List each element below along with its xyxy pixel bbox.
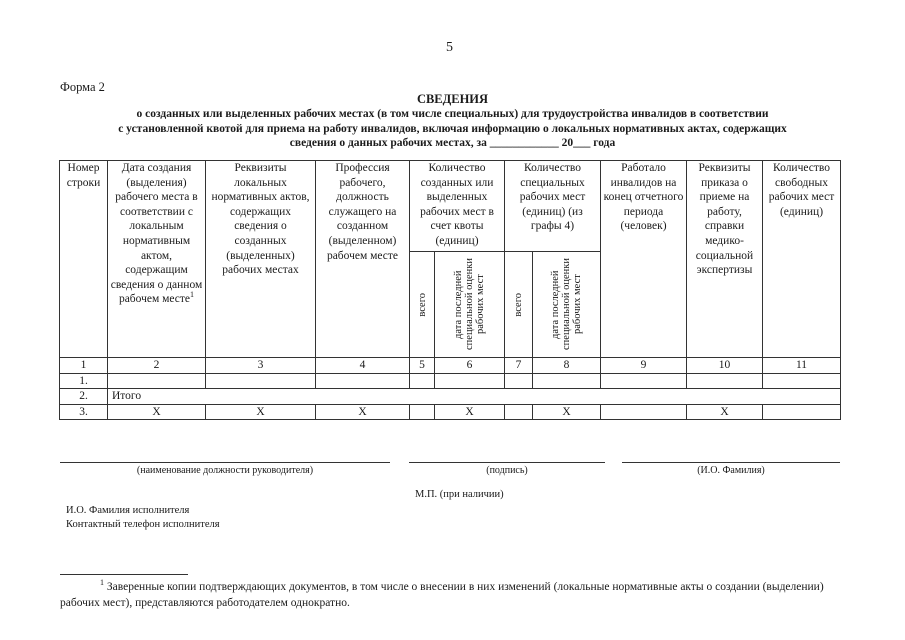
column-number: 4 (316, 358, 410, 374)
header-profession: Профессия рабочего, должность служащего на созданном (выделенном) рабочем месте (316, 161, 410, 358)
table-cell (601, 373, 687, 389)
footnote-marker: 1 (100, 578, 104, 588)
stamp-label: М.П. (при наличии) (415, 489, 504, 500)
column-number: 6 (435, 358, 505, 374)
column-number: 5 (410, 358, 435, 374)
table-cell (763, 404, 841, 420)
table-row-total (60, 389, 841, 405)
table-cell (435, 373, 505, 389)
header-row-1 (60, 161, 841, 252)
header-quota-total: всего (410, 252, 435, 358)
footnote-separator (60, 574, 188, 575)
name-caption: (И.О. Фамилия) (697, 465, 765, 476)
document-subtitle (60, 107, 845, 151)
column-number: 1 (60, 358, 108, 374)
header-special-group: Количество специальных рабочих мест (единиц) (из графы 4) (505, 161, 601, 252)
table-cell (108, 373, 206, 389)
column-number: 8 (533, 358, 601, 374)
subtitle-line-2: с установленной квотой для приема на работу инвалидов, включая информацию о локальных нормативных актах, содержащих (118, 122, 787, 135)
x-mark: X (435, 404, 505, 420)
footnote (60, 580, 850, 611)
signature-line (409, 462, 605, 463)
header-creation-date-text: Дата создания (выделения) рабочего места в соответствии с локальным нормативным актом, содержащим сведения о данном рабочем месте (110, 162, 203, 306)
column-number: 11 (763, 358, 841, 374)
form-label: Форма 2 (60, 80, 105, 94)
table-cell (206, 373, 316, 389)
subtitle-line-3: сведения о данных рабочих местах, за ____________ 20___ года (289, 137, 616, 149)
workplaces-table (59, 160, 841, 420)
subtitle-line-1: о созданных или выделенных рабочих местах (в том числе специальных) для трудоустройства инвалидов в соответствии (136, 108, 769, 120)
table-cell (410, 404, 435, 420)
table-cell (505, 404, 533, 420)
table-cell (687, 373, 763, 389)
signature-caption: (подпись) (486, 465, 528, 476)
table-row (60, 404, 841, 420)
footnote-text: Заверенные копии подтверждающих документов, в том числе о внесении в них изменений (локальные нормативные акты о создании (выделении) рабочих мест), представляются работодателем однократно. (60, 581, 824, 609)
column-number: 3 (206, 358, 316, 374)
row-number: 2. (60, 389, 108, 405)
x-mark: X (206, 404, 316, 420)
row-number: 1. (60, 373, 108, 389)
document-title: СВЕДЕНИЯ (416, 92, 489, 106)
column-number: 10 (687, 358, 763, 374)
executor-phone: Контактный телефон исполнителя (66, 519, 220, 530)
column-number: 2 (108, 358, 206, 374)
footnote-ref: 1 (190, 290, 195, 300)
header-order-details: Реквизиты приказа о приеме на работу, справки медико-социальной экспертизы (687, 161, 763, 358)
table-cell (410, 373, 435, 389)
header-row-number: Номер строки (60, 161, 108, 358)
name-signature-line (622, 462, 840, 463)
position-signature-line (60, 462, 390, 463)
header-creation-date (108, 161, 206, 358)
header-quota-group: Количество созданных или выделенных рабочих мест в счет квоты (единиц) (410, 161, 505, 252)
x-mark: X (108, 404, 206, 420)
page-number: 5 (446, 40, 453, 55)
header-special-total: всего (505, 252, 533, 358)
x-mark: X (316, 404, 410, 420)
table-cell (505, 373, 533, 389)
header-vacant: Количество свободных рабочих мест (единиц) (763, 161, 841, 358)
x-mark: X (533, 404, 601, 420)
header-quota-assessment-date: дата последней специальной оценки рабочих мест (435, 252, 505, 358)
row-number: 3. (60, 404, 108, 420)
position-caption: (наименование должности руководителя) (136, 465, 314, 476)
total-label: Итого (108, 389, 841, 405)
table-cell (316, 373, 410, 389)
column-number-row (60, 358, 841, 374)
column-number: 7 (505, 358, 533, 374)
executor-name: И.О. Фамилия исполнителя (66, 505, 190, 516)
table-cell (763, 373, 841, 389)
column-number: 9 (601, 358, 687, 374)
x-mark: X (687, 404, 763, 420)
table-cell (601, 404, 687, 420)
header-disabled-employed: Работало инвалидов на конец отчетного периода (человек) (601, 161, 687, 358)
header-special-assessment-date: дата последней специальной оценки рабочих мест (533, 252, 601, 358)
table-row (60, 373, 841, 389)
table-cell (533, 373, 601, 389)
header-local-acts: Реквизиты локальных нормативных актов, содержащих сведения о созданных (выделенных) рабочих местах (206, 161, 316, 358)
